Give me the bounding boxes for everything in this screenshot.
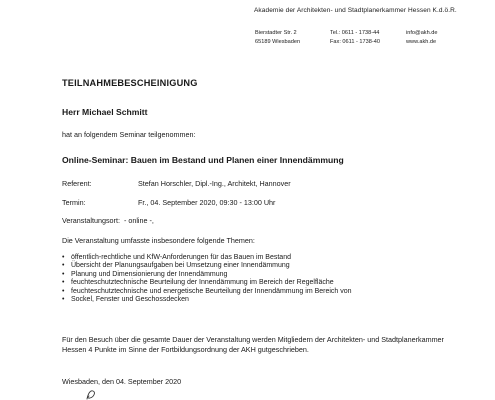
topic-item: • öffentlich-rechtliche und KfW-Anforderungen für das Bauen im Bestand	[62, 254, 352, 262]
referent-label: Referent:	[62, 179, 92, 188]
location-label: Veranstaltungsort:	[62, 216, 120, 225]
topic-item: • feuchteschutztechnische und energetische Beurteilung der Innendämmung im Bereich von	[62, 288, 352, 296]
contact-block	[330, 29, 380, 46]
document-title: TEILNAHMEBESCHEINIGUNG	[62, 78, 198, 88]
address-block	[255, 29, 300, 46]
contact-phone: Tel.: 0611 - 1738-44	[330, 30, 380, 36]
termin-value: Fr., 04. September 2020, 09:30 - 13:00 Uhr	[138, 198, 276, 207]
referent-row	[62, 179, 291, 188]
contact-fax: Fax: 0611 - 1738-40	[330, 38, 380, 45]
referent-value: Stefan Horschler, Dipl.-Ing., Architekt, Hannover	[138, 179, 291, 188]
organization-name: Akademie der Architekten- und Stadtplanerkammer Hessen K.d.ö.R.	[254, 7, 457, 14]
online-contact-block	[406, 29, 438, 46]
address-city: 65189 Wiesbaden	[255, 38, 301, 45]
termin-label: Termin:	[62, 198, 86, 207]
contact-website: www.akh.de	[406, 38, 437, 45]
place-and-date: Wiesbaden, den 04. September 2020	[62, 377, 182, 386]
contact-email: info@akh.de	[406, 30, 438, 36]
topics-list	[62, 254, 352, 304]
location-value: - online -,	[123, 216, 154, 225]
signature-mark	[84, 388, 114, 400]
topic-item: • Übersicht der Planungsaufgaben bei Umsetzung einer Innendämmung	[62, 262, 352, 270]
topic-item: • Planung und Dimensionierung der Innendämmung	[62, 271, 352, 279]
address-street: Bierstadter Str. 2	[255, 30, 297, 36]
recipient-name: Herr Michael Schmitt	[62, 107, 148, 117]
termin-row	[62, 198, 275, 207]
intro-text: hat an folgendem Seminar teilgenommen:	[62, 130, 196, 139]
topics-intro: Die Veranstaltung umfasste insbesondere folgende Themen:	[62, 236, 255, 245]
topic-item: • Sockel, Fenster und Geschossdecken	[62, 296, 352, 304]
topic-item: • feuchteschutztechnische Beurteilung der Innendämmung im Bereich der Regelfläche	[62, 279, 352, 287]
closing-paragraph: Für den Besuch über die gesamte Dauer der Veranstaltung werden Mitgliedern der Architekten- und Stadtplanerkammer Hessen 4 Punkte im Sinne der Fortbildungsordnung der AKH gutgeschrieben.	[62, 335, 444, 354]
seminar-title: Online-Seminar: Bauen im Bestand und Planen einer Innendämmung	[62, 155, 344, 165]
location-row	[62, 216, 154, 225]
